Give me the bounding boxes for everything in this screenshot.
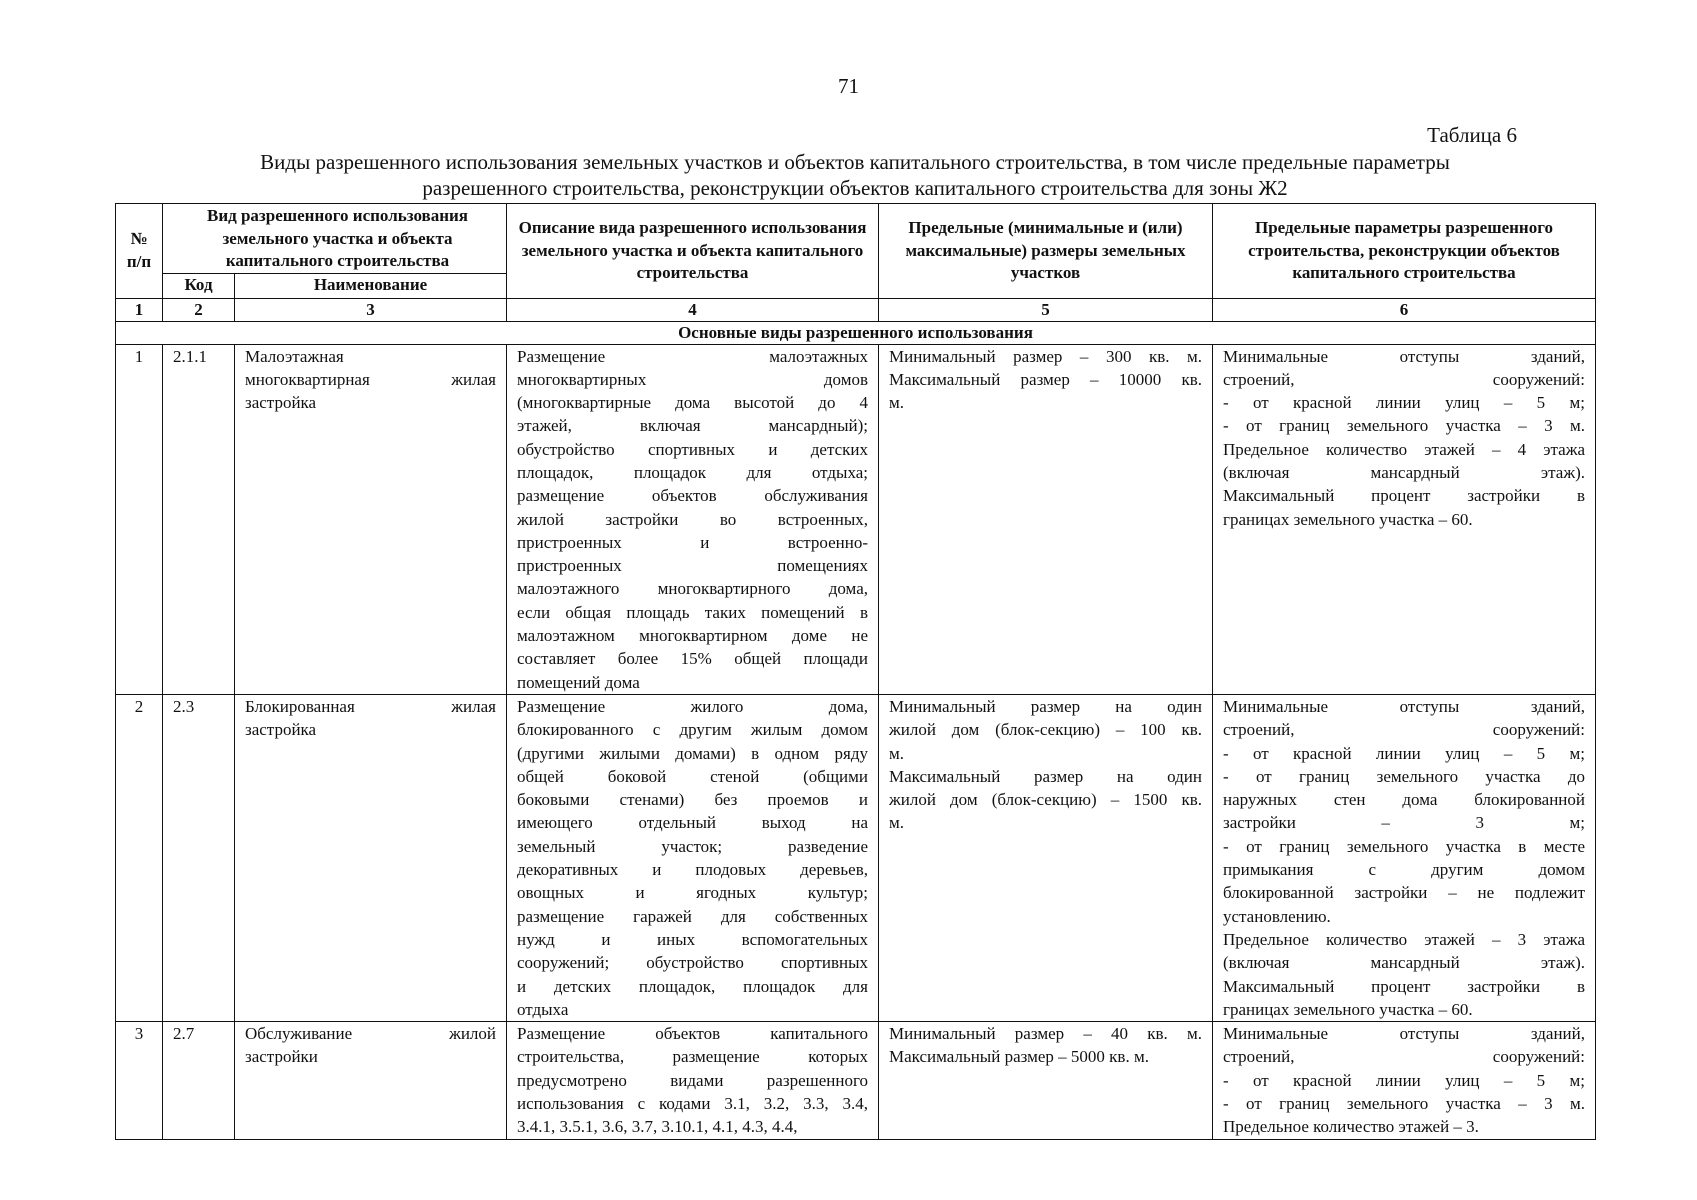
row-description <box>507 694 879 1021</box>
row-name <box>235 694 507 1021</box>
text-line: Минимальные отступы зданий, <box>1223 696 1585 716</box>
table-title-line-1: Виды разрешенного использования земельных участков и объектов капитального строительства, в том числе предельные параметры <box>260 150 1450 174</box>
text-line: Максимальный процент застройки в <box>1223 486 1585 506</box>
text-line: овощных и ягодных культур; <box>517 883 868 903</box>
text-line: и детских площадок, площадок для <box>517 976 868 996</box>
row-construction-params <box>1213 694 1596 1021</box>
text-line: строительства, размещение которых <box>517 1047 868 1067</box>
text-line: - от красной линии улиц – 5 м; <box>1223 743 1585 763</box>
text-line: составляет более 15% общей площади <box>517 649 868 669</box>
row-code: 2.3 <box>163 694 235 1021</box>
text-line: границах земельного участка – 60. <box>1223 999 1473 1019</box>
text-line: - от границ земельного участка – 3 м. <box>1223 416 1585 436</box>
table-row <box>116 1022 1596 1139</box>
text-line: имеющего отдельный выход на <box>517 813 868 833</box>
text-line: декоративных и плодовых деревьев, <box>517 860 868 880</box>
text-line: м. <box>889 743 905 763</box>
text-line: строений, сооружений: <box>1223 720 1585 740</box>
text-line: застройка <box>245 720 317 740</box>
text-line: Предельное количество этажей – 3 этажа <box>1223 929 1585 949</box>
row-description <box>507 344 879 694</box>
text-line: отдыха <box>517 999 569 1019</box>
text-line: Предельное количество этажей – 3. <box>1223 1117 1479 1137</box>
table-row <box>116 344 1596 694</box>
text-line: помещений дома <box>517 672 640 692</box>
text-line: Минимальный размер – 300 кв. м. <box>889 346 1202 366</box>
text-line: площадок, площадок для отдыха; <box>517 462 868 482</box>
text-line: этажей, включая мансардный); <box>517 416 868 436</box>
text-line: жилой застройки во встроенных, <box>517 509 868 529</box>
column-number: 1 <box>116 298 163 321</box>
row-plot-sizes <box>879 344 1213 694</box>
column-numbers-row <box>116 298 1596 321</box>
text-line: Минимальный размер – 40 кв. м. <box>889 1024 1202 1044</box>
text-line: сооружений; обустройство спортивных <box>517 953 868 973</box>
section-title: Основные виды разрешенного использования <box>116 321 1596 344</box>
row-number: 3 <box>116 1022 163 1139</box>
text-line: многоквартирная жилая <box>245 369 496 389</box>
text-line: Максимальный размер – 10000 кв. <box>889 369 1202 389</box>
text-line: - от границ земельного участка в месте <box>1223 836 1585 856</box>
text-line: Минимальный размер на один <box>889 696 1202 716</box>
text-line: застройки – 3 м; <box>1223 813 1585 833</box>
text-line: - от границ земельного участка до <box>1223 766 1585 786</box>
row-name <box>235 1022 507 1139</box>
header-description: Описание вида разрешенного использования земельного участка и объекта капитального строительства <box>507 204 879 299</box>
text-line: боковыми стенами) без проемов и <box>517 790 868 810</box>
header-name: Наименование <box>235 273 507 298</box>
text-line: Блокированная жилая <box>245 696 496 716</box>
text-line: пристроенных помещениях <box>517 556 868 576</box>
text-line: (включая мансардный этаж). <box>1223 462 1585 482</box>
text-line: нужд и иных вспомогательных <box>517 929 868 949</box>
text-line: Обслуживание жилой <box>245 1024 496 1044</box>
text-line: (многоквартирные дома высотой до 4 <box>517 393 868 413</box>
text-line: блокированной застройки – не подлежит <box>1223 883 1585 903</box>
text-line: пристроенных и встроенно- <box>517 532 868 552</box>
text-line: жилой дом (блок-секцию) – 1500 кв. <box>889 790 1202 810</box>
text-line: - от красной линии улиц – 5 м; <box>1223 1070 1585 1090</box>
text-line: блокированного с другим жилым домом <box>517 720 868 740</box>
row-plot-sizes <box>879 694 1213 1021</box>
text-line: общей боковой стеной (общими <box>517 766 868 786</box>
column-number: 6 <box>1213 298 1596 321</box>
text-line: многоквартирных домов <box>517 369 868 389</box>
text-line: 3.4.1, 3.5.1, 3.6, 3.7, 3.10.1, 4.1, 4.3, 4.4, <box>517 1117 798 1137</box>
column-number: 4 <box>507 298 879 321</box>
column-number: 3 <box>235 298 507 321</box>
text-line: застройка <box>245 393 317 413</box>
zoning-table <box>115 203 1596 1140</box>
text-line: Размещение малоэтажных <box>517 346 868 366</box>
text-line: (другими жилыми домами) в одном ряду <box>517 743 868 763</box>
text-line: Предельное количество этажей – 4 этажа <box>1223 439 1585 459</box>
text-line: земельный участок; разведение <box>517 836 868 856</box>
text-line: установлению. <box>1223 906 1331 926</box>
text-line: предусмотрено видами разрешенного <box>517 1070 868 1090</box>
text-line: размещение гаражей для собственных <box>517 906 868 926</box>
text-line: границах земельного участка – 60. <box>1223 509 1473 529</box>
text-line: жилой дом (блок-секцию) – 100 кв. <box>889 720 1202 740</box>
section-row <box>116 321 1596 344</box>
row-plot-sizes <box>879 1022 1213 1139</box>
text-line: (включая мансардный этаж). <box>1223 953 1585 973</box>
text-line: Размещение жилого дома, <box>517 696 868 716</box>
column-number: 5 <box>879 298 1213 321</box>
text-line: если общая площадь таких помещений в <box>517 602 868 622</box>
text-line: Малоэтажная <box>245 346 344 366</box>
text-line: Максимальный размер на один <box>889 766 1202 786</box>
row-number: 1 <box>116 344 163 694</box>
text-line: малоэтажного многоквартирного дома, <box>517 579 868 599</box>
header-construction-params: Предельные параметры разрешенного строительства, реконструкции объектов капитального строительства <box>1213 204 1596 299</box>
text-line: примыкания с другим домом <box>1223 860 1585 880</box>
text-line: м. <box>889 393 905 413</box>
text-line: - от границ земельного участка – 3 м. <box>1223 1094 1585 1113</box>
header-num: № п/п <box>116 204 163 299</box>
table-title <box>115 149 1595 201</box>
text-line: - от красной линии улиц – 5 м; <box>1223 393 1585 413</box>
text-line: застройки <box>245 1047 318 1067</box>
row-code: 2.7 <box>163 1022 235 1139</box>
text-line: использования с кодами 3.1, 3.2, 3.3, 3.4, <box>517 1094 868 1113</box>
header-code: Код <box>163 273 235 298</box>
header-use-kind: Вид разрешенного использования земельного участка и объекта капитального строительства <box>163 204 507 274</box>
row-number: 2 <box>116 694 163 1021</box>
column-number: 2 <box>163 298 235 321</box>
table-row <box>116 694 1596 1021</box>
text-line: малоэтажном многоквартирном доме не <box>517 626 868 646</box>
text-line: наружных стен дома блокированной <box>1223 790 1585 810</box>
page-number: 71 <box>838 74 859 98</box>
table-title-line-2: разрешенного строительства, реконструкции объектов капитального строительства для зоны Ж2 <box>422 176 1288 200</box>
row-description <box>507 1022 879 1139</box>
text-line: Минимальные отступы зданий, <box>1223 1024 1585 1044</box>
text-line: м. <box>889 813 905 833</box>
row-construction-params <box>1213 1022 1596 1139</box>
row-construction-params <box>1213 344 1596 694</box>
row-code: 2.1.1 <box>163 344 235 694</box>
text-line: Минимальные отступы зданий, <box>1223 346 1585 366</box>
header-plot-sizes: Предельные (минимальные и (или) максимальные) размеры земельных участков <box>879 204 1213 299</box>
text-line: размещение объектов обслуживания <box>517 486 868 506</box>
text-line: строений, сооружений: <box>1223 369 1585 389</box>
text-line: обустройство спортивных и детских <box>517 439 868 459</box>
text-line: Размещение объектов капитального <box>517 1024 868 1044</box>
row-name <box>235 344 507 694</box>
text-line: Максимальный размер – 5000 кв. м. <box>889 1047 1149 1067</box>
text-line: Максимальный процент застройки в <box>1223 976 1585 996</box>
text-line: строений, сооружений: <box>1223 1047 1585 1067</box>
table-label: Таблица 6 <box>1427 123 1517 147</box>
